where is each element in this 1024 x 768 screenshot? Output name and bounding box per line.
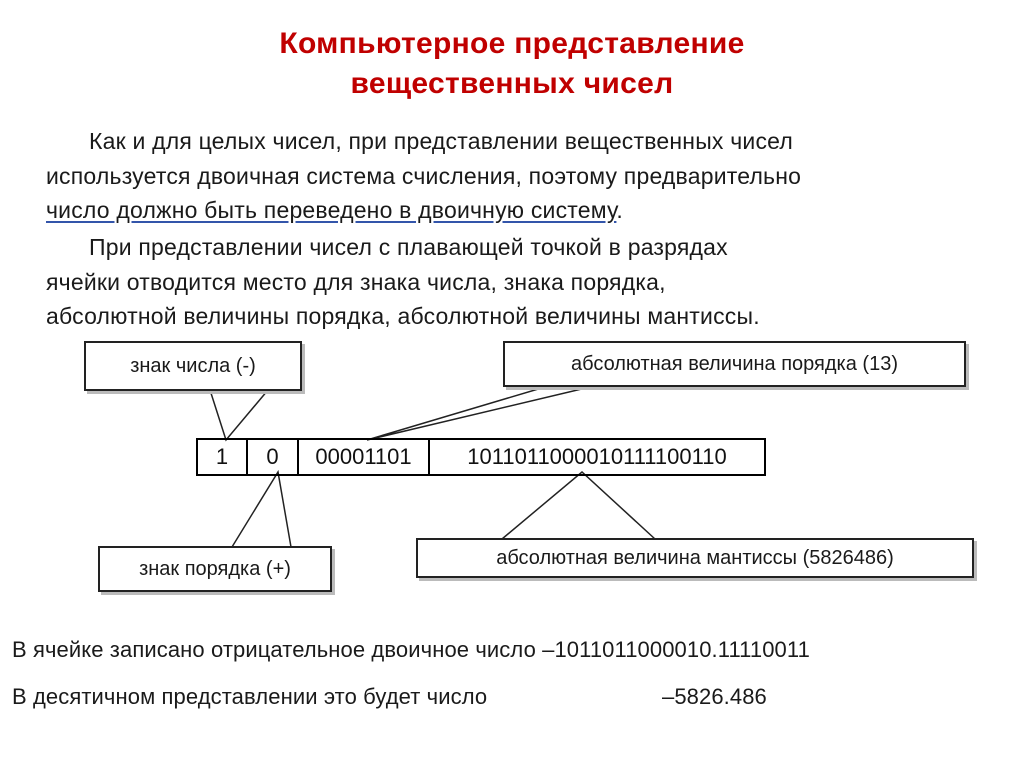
pointer-exponent-abs: [367, 387, 590, 440]
cell-exponent-sign-bit: 0: [248, 440, 299, 474]
pointer-sign-number: [210, 390, 268, 440]
cell-exponent-bits: 00001101: [299, 440, 430, 474]
paragraph1-line-1: Как и для целых чисел, при представлении вещественных чисел: [89, 128, 794, 154]
paragraph1-period: .: [616, 197, 624, 223]
pointer-mantissa-abs: [502, 472, 655, 539]
callout-sign-number: [84, 341, 302, 391]
title-line-1: Компьютерное представление: [279, 27, 745, 60]
summary-binary-number: В ячейке записано отрицательное двоичное число –1011011000010.11110011: [12, 637, 810, 662]
title-line-2: вещественных чисел: [350, 67, 674, 100]
memory-cell: [196, 438, 766, 476]
callout-sign-exponent-text: знак порядка (+): [139, 558, 291, 580]
paragraph1-underlined-phrase: число должно быть переведено в двоичную систему: [46, 197, 617, 223]
summary-decimal-number: [12, 682, 767, 712]
callout-mantissa-abs: [416, 538, 974, 578]
paragraph1-line-2: используется двоичная система счисления, поэтому предварительно: [46, 162, 802, 189]
cell-sign-bit: 1: [198, 440, 248, 474]
callout-sign-exponent: [98, 546, 332, 592]
paragraph2-line-3: абсолютной величины порядка, абсолютной величины мантиссы.: [46, 303, 760, 329]
pointer-sign-exponent: [232, 472, 291, 547]
callout-exponent-abs-text: абсолютная величина порядка (13): [570, 353, 898, 375]
callout-sign-number-text: знак числа (-): [130, 355, 256, 377]
paragraph2-line-1: При представлении чисел с плавающей точкой в разрядах: [89, 234, 728, 260]
paragraph2-line-2: ячейки отводится место для знака числа, знака порядка,: [46, 268, 666, 295]
summary-decimal-value: –5826.486: [662, 684, 767, 709]
callout-exponent-abs: [503, 341, 966, 387]
callout-mantissa-abs-text: абсолютная величина мантиссы (5826486): [496, 547, 894, 569]
summary-decimal-text: В десятичном представлении это будет число: [12, 684, 488, 709]
cell-mantissa-bits: 1011011000010111100110: [467, 444, 727, 469]
